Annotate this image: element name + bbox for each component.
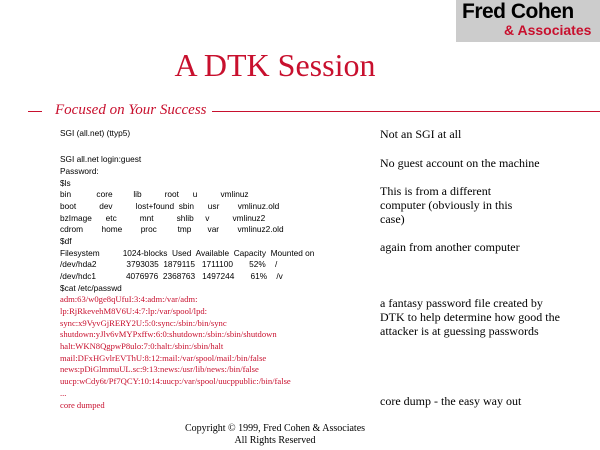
session-line: bin core lib root u vmlinuz [60,189,249,199]
session-line: Password: [60,166,99,176]
tagline-rule-left [28,111,42,112]
session-line: $ls [60,178,71,188]
session-line: cdrom home proc tmp var vmlinuz2.old [60,224,284,234]
session-line: /dev/hda2 3793035 1879115 1711100 52% / [60,259,278,269]
session-line: SGI (all.net) (ttyp5) [60,128,131,138]
passwd-line: lp:RjRkevehM8V6U:4:7:lp:/var/spool/lpd: [60,306,208,316]
passwd-line: adm:63/w0ge8qUfuI:3:4:adm:/var/adm: [60,294,198,304]
session-line: $cat /etc/passwd [60,283,122,293]
session-line: $df [60,236,72,246]
session-line: boot dev lost+found sbin usr vmlinuz.old [60,201,280,211]
annotation-note: a fantasy password file created by DTK to help determine how good the attacker is at guessing passwords [380,296,560,338]
session-line: Filesystem 1024-blocks Used Available Capacity Mounted on [60,248,315,258]
annotation-note: core dump - the easy way out [380,394,522,408]
rights-line: All Rights Reserved [234,435,316,446]
passwd-line: uucp:wCdy6t/Pf7QCY:10:14:uucp:/var/spool/uucppublic:/bin/false [60,376,291,386]
passwd-line: mail:DFxHGvlrEVThU:8:12:mail:/var/spool/mail:/bin/false [60,353,267,363]
annotation-note: No guest account on the machine [380,156,540,170]
logo-associates: & Associates [504,22,592,38]
annotation-note: This is from a different computer (obviously in this case) [380,184,513,226]
company-logo [456,0,600,42]
passwd-line: sync:x9VyvGjRERY2U:5:0:sync:/sbin:/bin/sync [60,318,227,328]
logo-name: Fred Cohen [462,0,574,23]
session-line: SGI all.net login:guest [60,154,142,164]
passwd-line: news:pDiGlmmuUL.sc:9:13:news:/usr/lib/news:/bin/false [60,364,259,374]
passwd-line: halt:WKN8QgpwP8ulo:7:0:halt:/sbin:/sbin/halt [60,341,224,351]
annotation-note: Not an SGI at all [380,127,462,141]
passwd-line: ... [60,388,67,398]
copyright-line: Copyright © 1999, Fred Cohen & Associates [184,423,366,434]
tagline: Focused on Your Success [50,102,212,119]
session-line: /dev/hdc1 4076976 2368763 1497244 61% /v [60,271,283,281]
copyright-notice [0,423,550,447]
annotation-note: again from another computer [380,240,520,254]
passwd-line: shutdown:yJlv6vMYPxffw:6:0:shutdown:/sbin:/sbin/shutdown [60,329,277,339]
passwd-line: core dumped [60,400,105,410]
slide-title: A DTK Session [174,47,376,83]
session-line: bzImage etc mnt shlib v vmlinuz2 [60,213,266,223]
